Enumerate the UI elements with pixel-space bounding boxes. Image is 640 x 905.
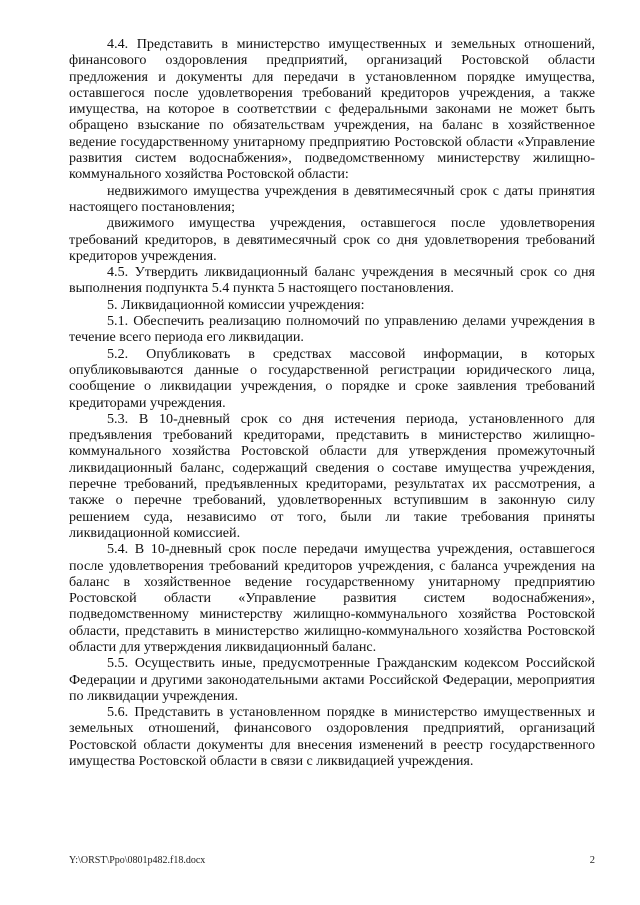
paragraph-immovable-property: недвижимого имущества учреждения в девятимесячный срок с даты принятия настоящего постановления; (69, 182, 595, 215)
paragraph-5-6: 5.6. Представить в установленном порядке в министерство имущественных и земельных отношений, финансового оздоровления предприятий, организаций Ростовской области документы для внесения изменений в реестр государственного имущества Ростовской области в связи с ликвидацией учреждения. (69, 704, 595, 770)
paragraph-5-1: 5.1. Обеспечить реализацию полномочий по управлению делами учреждения в течение всего периода его ликвидации. (69, 313, 595, 346)
document-body (69, 36, 595, 769)
paragraph-5-2: 5.2. Опубликовать в средствах массовой информации, в которых опубликовываются данные о государственной регистрации юридического лица, сообщение о ликвидации учреждения, о порядке и сроке заявления требований кредиторами учреждения. (69, 345, 595, 411)
footer-file-path: Y:\ORST\Ppo\0801p482.f18.docx (69, 855, 206, 866)
paragraph-5-4: 5.4. В 10-дневный срок после передачи имущества учреждения, оставшегося после удовлетворения требований кредиторов учреждения, с баланса учреждения на баланс в хозяйственное ведение государственному унитарному предприятию Ростовской области «Управление развития систем водоснабжения», подведомственному министерству жилищно-коммунального хозяйства Ростовской области, представить в министерство жилищно-коммунального хозяйства Ростовской области для утверждения ликвидационный баланс. (69, 541, 595, 655)
paragraph-5: 5. Ликвидационной комиссии учреждения: (107, 296, 365, 313)
paragraph-4-5: 4.5. Утвердить ликвидационный баланс учреждения в месячный срок со дня выполнения подпункта 5.4 пункта 5 настоящего постановления. (69, 264, 595, 297)
paragraph-5-3: 5.3. В 10-дневный срок со дня истечения периода, установленного для предъявления требований кредиторами, представить в министерство жилищно-коммунального хозяйства Ростовской области для утверждения промежуточный ликвидационный баланс, содержащий сведения о составе имущества учреждения, перечне требований, предъявленных кредиторами, результатах их рассмотрения, а также о перечне требований, удовлетворенных вступившим в законную силу решением суда, независимо от того, были ли такие требования приняты ликвидационной комиссией. (69, 410, 595, 541)
page-number: 2 (589, 855, 595, 866)
paragraph-movable-property: движимого имущества учреждения, оставшегося после удовлетворения требований кредиторов, в девятимесячный срок со дня удовлетворения требований кредиторов учреждения. (69, 215, 595, 264)
paragraph-5-5: 5.5. Осуществить иные, предусмотренные Гражданским кодексом Российской Федерации и другими законодательными актами Российской Федерации, мероприятия по ликвидации учреждения. (69, 655, 595, 704)
paragraph-4-4: 4.4. Представить в министерство имущественных и земельных отношений, финансового оздоровления предприятий, организаций Ростовской области предложения и документы для передачи в установленном порядке имущества, оставшегося после удовлетворения требований кредиторов учреждения, а также имущества, на которое в соответствии с федеральными законами не может быть обращено взыскание по обязательствам учреждения, на баланс в хозяйственное ведение государственному унитарному предприятию Ростовской области «Управление развития систем водоснабжения», подведомственному министерству жилищно-коммунального хозяйства Ростовской области: (69, 36, 595, 183)
